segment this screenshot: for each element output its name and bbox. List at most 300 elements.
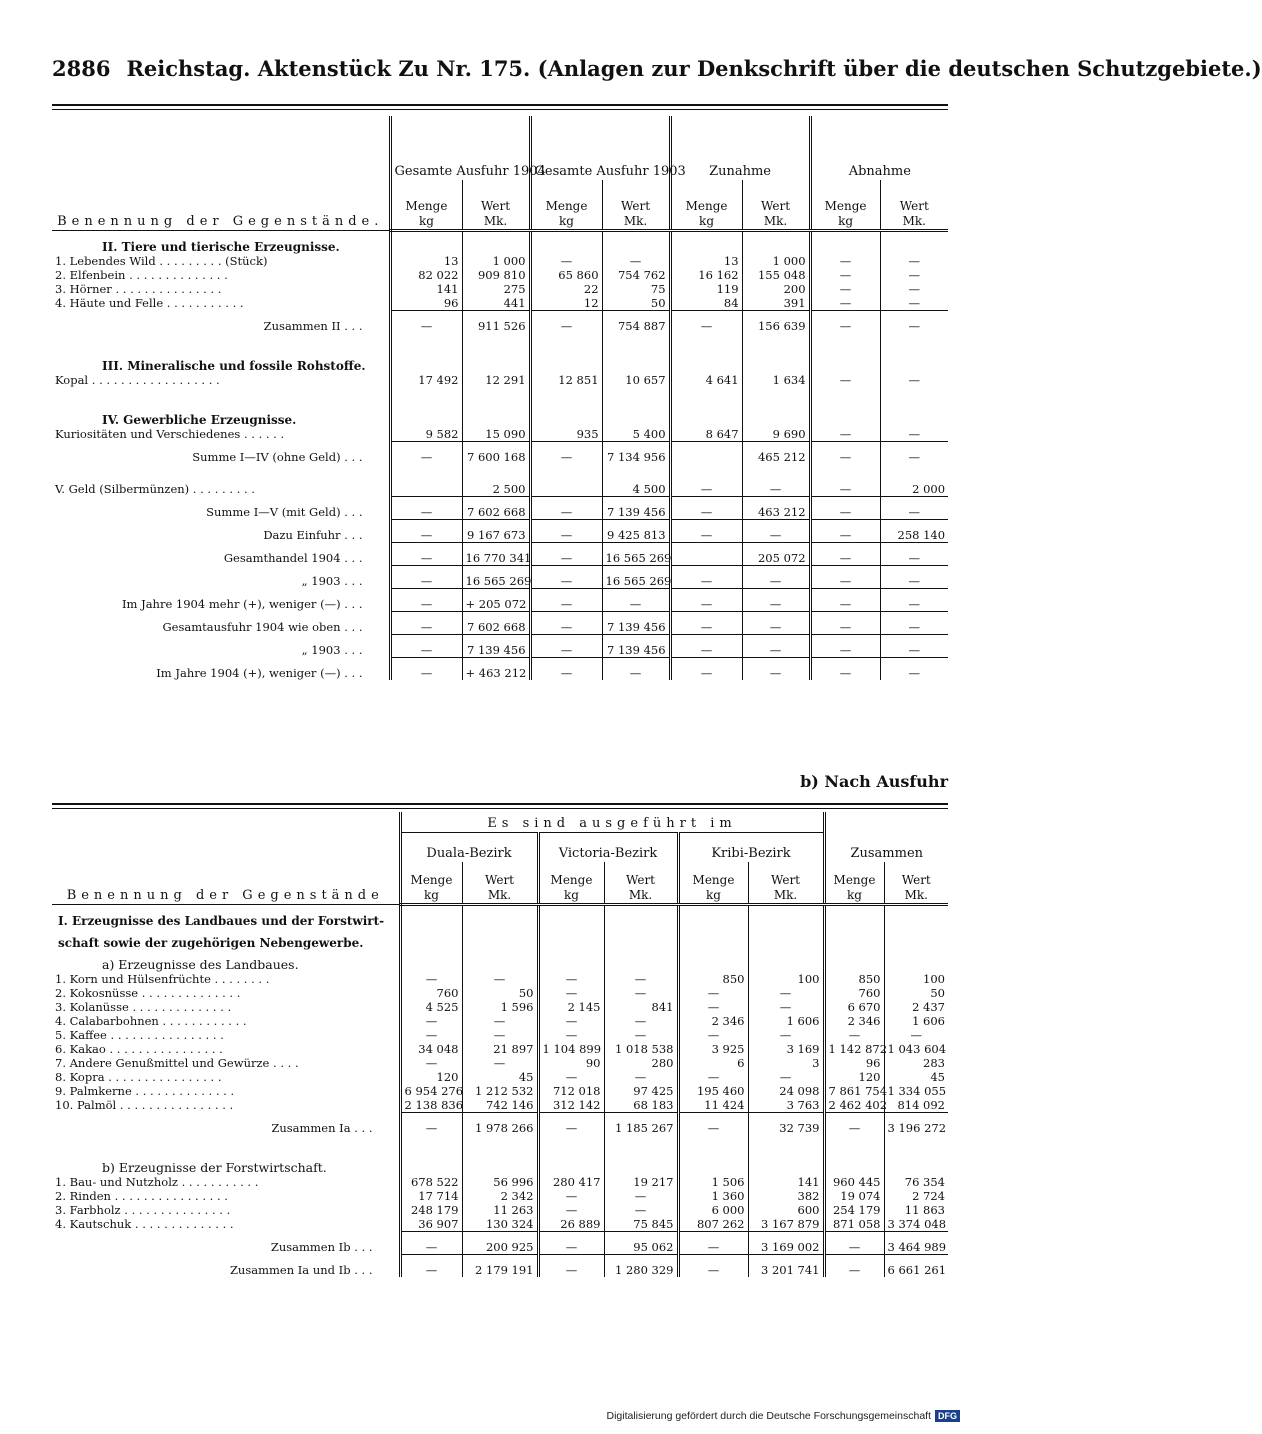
table1-cell: + 205 072 — [462, 588, 530, 611]
table2-cell: — — [462, 1056, 538, 1070]
table1-group-header: Gesamte Ausfuhr 1903 — [530, 116, 670, 180]
table2-cell: — — [400, 1231, 462, 1254]
table1-cell: — — [670, 310, 742, 333]
table2-cell: — — [678, 1000, 748, 1014]
table2-cell: 382 — [748, 1189, 824, 1203]
table1-cell: — — [880, 657, 948, 680]
table2-cell: 280 — [604, 1056, 678, 1070]
table1-cell: — — [742, 657, 810, 680]
table2-cell: 3 925 — [678, 1042, 748, 1056]
table1-cell: — — [880, 634, 948, 657]
table1-unit-header — [670, 180, 742, 230]
table1-cell: 8 647 — [670, 427, 742, 442]
table2-row — [52, 1217, 948, 1232]
total-label: Zusammen II . . . — [263, 318, 363, 333]
table1-cell: 12 291 — [462, 373, 530, 387]
table2-cell: 45 — [884, 1070, 948, 1084]
table2-cell: 24 098 — [748, 1084, 824, 1098]
table1-cell: — — [390, 542, 462, 565]
table1-cell: — — [810, 310, 880, 333]
table1-cell: — — [530, 634, 602, 657]
table1-cell: 22 — [530, 282, 602, 296]
table2-cell: 90 — [538, 1056, 604, 1070]
table2-cell: 6 670 — [824, 1000, 884, 1014]
table2-cell: — — [604, 986, 678, 1000]
table2-cell: 1 018 538 — [604, 1042, 678, 1056]
table2-group-header: Victoria-Bezirk — [538, 832, 678, 862]
table1-cell: 16 565 269 — [602, 565, 670, 588]
item-label: 5. Kaffee . . . . . . . . . . . . . . . . — [55, 1027, 224, 1042]
table2-cell: 1 043 604 — [884, 1042, 948, 1056]
table1-cell: — — [810, 254, 880, 268]
table2-cell: — — [538, 986, 604, 1000]
table2-cell: 1 606 — [884, 1014, 948, 1028]
table2-cell: — — [538, 1254, 604, 1277]
table1-cell: 119 — [670, 282, 742, 296]
unit-header-label: Menge — [405, 198, 448, 213]
table1-row — [52, 519, 948, 542]
table2-cell: 120 — [824, 1070, 884, 1084]
table1-cell: — — [810, 496, 880, 519]
unit-header-unit: Mk. — [902, 213, 926, 228]
table2-cell: — — [538, 1014, 604, 1028]
table1-cell: — — [390, 496, 462, 519]
table1-unit-header — [462, 180, 530, 230]
item-label: Kopal . . . . . . . . . . . . . . . . . . — [55, 372, 220, 387]
table2-row — [52, 1056, 948, 1070]
table2-cell: — — [678, 986, 748, 1000]
table1-cell: 155 048 — [742, 268, 810, 282]
table2-cell: 1 104 899 — [538, 1042, 604, 1056]
table2-cell: 871 058 — [824, 1217, 884, 1232]
table2-cell: 850 — [824, 972, 884, 986]
table1-cell: — — [390, 519, 462, 542]
table2-cell: — — [748, 1000, 824, 1014]
table1-row — [52, 310, 948, 333]
table2-cell: — — [604, 1189, 678, 1203]
table2-unit-header — [400, 862, 462, 904]
table2-cell: 7 861 754 — [824, 1084, 884, 1098]
section-heading: II. Tiere und tierische Erzeugnisse. — [102, 239, 340, 254]
table1-cell: — — [880, 441, 948, 464]
table2-cell: 1 334 055 — [884, 1084, 948, 1098]
table1-cell: — — [530, 441, 602, 464]
unit-header-label: Wert — [484, 872, 514, 887]
table2-cell: — — [824, 1231, 884, 1254]
table2-cell: 280 417 — [538, 1175, 604, 1189]
table1-cell: 13 — [390, 254, 462, 268]
table2-cell: 21 897 — [462, 1042, 538, 1056]
table1-cell: 7 600 168 — [462, 441, 530, 464]
table2-row — [52, 1028, 948, 1042]
table2-cell: — — [824, 1028, 884, 1042]
table2-group-header: Zusammen — [824, 812, 948, 862]
table2-cell: 26 889 — [538, 1217, 604, 1232]
table2-row — [52, 1084, 948, 1098]
table2-cell: 2 145 — [538, 1000, 604, 1014]
section-heading: schaft sowie der zugehörigen Nebengewerbe. — [58, 935, 364, 950]
table2-cell: 95 062 — [604, 1231, 678, 1254]
table1-cell: — — [810, 519, 880, 542]
table1-cell: 12 — [530, 296, 602, 311]
dfg-logo-icon: DFG — [935, 1410, 960, 1422]
table2-row — [52, 928, 948, 950]
table2-cell: 712 018 — [538, 1084, 604, 1098]
header-rule-top — [52, 104, 948, 106]
unit-header-label: Menge — [685, 198, 728, 213]
table2-cell: — — [604, 1070, 678, 1084]
table2-cell: — — [884, 1028, 948, 1042]
table2-cell: — — [538, 1203, 604, 1217]
table2-row — [52, 1175, 948, 1189]
table2-cell: 1 360 — [678, 1189, 748, 1203]
unit-header-label: Menge — [824, 198, 867, 213]
table2-row — [52, 1000, 948, 1014]
table2-cell: 141 — [748, 1175, 824, 1189]
table2-cell: 2 437 — [884, 1000, 948, 1014]
table2-cell: 56 996 — [462, 1175, 538, 1189]
table1-cell: — — [602, 588, 670, 611]
table2-cell: 248 179 — [400, 1203, 462, 1217]
table1-cell: — — [530, 611, 602, 634]
table1-cell: — — [810, 611, 880, 634]
table1-cell: 391 — [742, 296, 810, 311]
table1-cell: — — [742, 482, 810, 497]
table1-cell: — — [810, 427, 880, 442]
table2-cell: 678 522 — [400, 1175, 462, 1189]
table1-cell: — — [530, 310, 602, 333]
table1-cell: 4 500 — [602, 482, 670, 497]
table1-unit-header — [742, 180, 810, 230]
table2-row — [52, 986, 948, 1000]
table2-cell: — — [604, 1203, 678, 1217]
table1-group-header: Zunahme — [670, 116, 810, 180]
table1-cell: — — [670, 519, 742, 542]
table2-cell: 2 138 836 — [400, 1098, 462, 1113]
table1-cell: — — [880, 296, 948, 311]
item-label: 3. Kolanüsse . . . . . . . . . . . . . . — [55, 999, 232, 1014]
table2-unit-header — [748, 862, 824, 904]
item-label: 2. Elfenbein . . . . . . . . . . . . . . — [55, 267, 228, 282]
item-label: 2. Rinden . . . . . . . . . . . . . . . . — [55, 1188, 228, 1203]
table2-cell: 17 714 — [400, 1189, 462, 1203]
table2-cell: 850 — [678, 972, 748, 986]
table2-cell: 760 — [824, 986, 884, 1000]
table1-cell: — — [670, 482, 742, 497]
table1-cell: 156 639 — [742, 310, 810, 333]
table1-cell: — — [880, 542, 948, 565]
table2-cell: 19 217 — [604, 1175, 678, 1189]
total-label: Im Jahre 1904 mehr (+), weniger (—) . . . — [121, 597, 363, 611]
table1-cell: — — [390, 310, 462, 333]
table1-row — [52, 482, 948, 497]
table1-cell: 50 — [602, 296, 670, 311]
unit-header-unit: kg — [699, 213, 714, 228]
table2-cell: 2 462 402 — [824, 1098, 884, 1113]
table1-cell: 754 887 — [602, 310, 670, 333]
subsection-heading: a) Erzeugnisse des Landbaues. — [102, 956, 299, 972]
unit-header-label: Menge — [692, 872, 735, 887]
table2-row — [52, 1098, 948, 1113]
table2-cell: 45 — [462, 1070, 538, 1084]
unit-header-label: Wert — [625, 872, 655, 887]
total-label: Zusammen Ia . . . — [271, 1120, 373, 1135]
unit-header-unit: kg — [559, 213, 574, 228]
table1-cell: — — [880, 496, 948, 519]
table1-row — [52, 254, 948, 268]
table2-cell: 76 354 — [884, 1175, 948, 1189]
table2-unit-header — [538, 862, 604, 904]
table2-cell: 2 724 — [884, 1189, 948, 1203]
table2-cell: — — [400, 972, 462, 986]
unit-header-unit: kg — [564, 887, 579, 902]
table2-cell: 6 000 — [678, 1203, 748, 1217]
table1-cell: 7 139 456 — [602, 496, 670, 519]
table1-cell: 141 — [390, 282, 462, 296]
table2-cell: 3 196 272 — [884, 1112, 948, 1135]
table2-cell: 600 — [748, 1203, 824, 1217]
table2-cell: 1 280 329 — [604, 1254, 678, 1277]
unit-header-label: Menge — [550, 872, 593, 887]
table1-cell: — — [390, 565, 462, 588]
table1-cell: — — [670, 657, 742, 680]
table1-cell: 9 582 — [390, 427, 462, 442]
table2-row — [52, 1231, 948, 1254]
table1-cell: 75 — [602, 282, 670, 296]
item-label: 4. Calabarbohnen . . . . . . . . . . . . — [55, 1013, 247, 1028]
table2-cell: 3 763 — [748, 1098, 824, 1113]
table1-cell: — — [880, 282, 948, 296]
table2-cell: — — [538, 1112, 604, 1135]
table1-cell: 16 162 — [670, 268, 742, 282]
table2-cell: — — [604, 1014, 678, 1028]
table1-cell — [530, 482, 602, 497]
table1-unit-header — [530, 180, 602, 230]
table1-cell: 4 641 — [670, 373, 742, 387]
table1-unit-header — [390, 180, 462, 230]
table1-cell: — — [742, 519, 810, 542]
table2-cell: 1 506 — [678, 1175, 748, 1189]
total-label: Summe I—V (mit Geld) . . . — [206, 505, 363, 519]
item-label: Kuriositäten und Verschiedenes . . . . . . — [55, 427, 285, 441]
table2-cell: — — [678, 1231, 748, 1254]
table2-row — [52, 1189, 948, 1203]
page-header-title: Reichstag. Aktenstück Zu Nr. 175. (Anlagen zur Denkschrift über die deutschen Schutzgebiete.) — [126, 56, 1262, 81]
table1-row — [52, 230, 948, 254]
section-heading: III. Mineralische und fossile Rohstoffe. — [102, 358, 366, 373]
table2-row — [52, 1203, 948, 1217]
export-by-district-table — [52, 812, 948, 1277]
table1-cell: — — [530, 565, 602, 588]
table2-spacer-row — [52, 1135, 948, 1153]
unit-header-unit: Mk. — [483, 213, 508, 228]
table1-cell: 9 167 673 — [462, 519, 530, 542]
table2-cell: 100 — [884, 972, 948, 986]
table1-cell: — — [810, 542, 880, 565]
table2-cell: 1 142 872 — [824, 1042, 884, 1056]
footer-credit — [560, 1410, 960, 1422]
table1-cell: — — [810, 482, 880, 497]
table2-cell: — — [538, 1028, 604, 1042]
table2-cell: 2 346 — [678, 1014, 748, 1028]
item-label: 7. Andere Genußmittel und Gewürze . . . . — [55, 1055, 299, 1070]
table2-cell: 195 460 — [678, 1084, 748, 1098]
table2-cell: 50 — [884, 986, 948, 1000]
table1-cell: 9 690 — [742, 427, 810, 442]
table1-cell: — — [530, 254, 602, 268]
table1-unit-header — [810, 180, 880, 230]
table2-cell: 1 185 267 — [604, 1112, 678, 1135]
table1-cell: — — [530, 496, 602, 519]
table1-cell: 7 139 456 — [462, 634, 530, 657]
table2-cell: 2 346 — [824, 1014, 884, 1028]
table2-cell: 75 845 — [604, 1217, 678, 1232]
table2-cell: 760 — [400, 986, 462, 1000]
table1-cell: — — [670, 588, 742, 611]
table2-cell: 100 — [748, 972, 824, 986]
table1-cell: 7 134 956 — [602, 441, 670, 464]
table2-cell: — — [748, 986, 824, 1000]
table2-cell: — — [678, 1112, 748, 1135]
table1-cell: 441 — [462, 296, 530, 311]
table2-super-header: Es sind ausgeführt im — [400, 812, 824, 832]
table1-row — [52, 496, 948, 519]
table2-cell: — — [748, 1070, 824, 1084]
item-label: 8. Kopra . . . . . . . . . . . . . . . . — [55, 1069, 222, 1084]
table2-cell: — — [538, 1189, 604, 1203]
table1-row — [52, 565, 948, 588]
table1-cell: — — [810, 282, 880, 296]
table2-rule-top — [52, 803, 948, 805]
table2-cell: — — [462, 1014, 538, 1028]
table1-cell: 9 425 813 — [602, 519, 670, 542]
table2-row — [52, 904, 948, 928]
table1-cell: 5 400 — [602, 427, 670, 442]
table2-cell: — — [538, 1070, 604, 1084]
table1-cell: 1 000 — [742, 254, 810, 268]
table2-cell: — — [462, 972, 538, 986]
table1-cell: — — [742, 611, 810, 634]
table1-cell: 96 — [390, 296, 462, 311]
footer-text: Digitalisierung gefördert durch die Deutsche Forschungsgemeinschaft — [606, 1410, 931, 1422]
table1-row — [52, 268, 948, 282]
subsection-heading: b) Erzeugnisse der Forstwirtschaft. — [102, 1159, 327, 1175]
section-caption: b) Nach Ausfuhr — [800, 772, 948, 791]
total-label: Summe I—IV (ohne Geld) . . . — [192, 449, 363, 464]
table2-cell: 3 464 989 — [884, 1231, 948, 1254]
table1-cell: 16 565 269 — [462, 565, 530, 588]
table1-label-header: Benennung der Gegenstände. — [52, 116, 390, 230]
table1-cell: — — [880, 588, 948, 611]
table2-cell: 200 925 — [462, 1231, 538, 1254]
table1-cell — [670, 441, 742, 464]
table2-cell: 3 169 — [748, 1042, 824, 1056]
table1-cell: — — [530, 519, 602, 542]
table2-row — [52, 1014, 948, 1028]
item-label: 1. Bau- und Nutzholz . . . . . . . . . . . — [55, 1174, 259, 1189]
total-label: Gesamtausfuhr 1904 wie oben . . . — [162, 620, 363, 634]
section-heading: I. Erzeugnisse des Landbaues und der Forstwirt- — [58, 913, 385, 928]
table2-unit-header — [824, 862, 884, 904]
table1-cell: 2 000 — [880, 482, 948, 497]
unit-header-label: Menge — [545, 198, 588, 213]
table1-cell: 82 022 — [390, 268, 462, 282]
total-label: Im Jahre 1904 (+), weniger (—) . . . — [156, 665, 363, 680]
export-comparison-table — [52, 116, 948, 680]
item-label: V. Geld (Silbermünzen) . . . . . . . . . — [55, 482, 255, 496]
table1-group-header: Gesamte Ausfuhr 1904 — [390, 116, 530, 180]
section-heading: IV. Gewerbliche Erzeugnisse. — [102, 412, 297, 427]
table1-cell: — — [810, 657, 880, 680]
unit-header-label: Wert — [901, 872, 931, 887]
unit-header-label: Wert — [481, 198, 511, 213]
table1-row — [52, 405, 948, 427]
table2-unit-header — [462, 862, 538, 904]
table2-label-header: Benennung der Gegenstände — [52, 812, 400, 904]
table2-cell: — — [538, 972, 604, 986]
table1-cell: 258 140 — [880, 519, 948, 542]
item-label: 9. Palmkerne . . . . . . . . . . . . . . — [55, 1083, 235, 1098]
item-label: 4. Kautschuk . . . . . . . . . . . . . . — [55, 1217, 234, 1231]
table1-cell: 12 851 — [530, 373, 602, 387]
item-label: 10. Palmöl . . . . . . . . . . . . . . . . — [55, 1098, 234, 1112]
table1-cell: — — [390, 634, 462, 657]
table2-row — [52, 1070, 948, 1084]
table1-cell: — — [880, 268, 948, 282]
table2-cell: — — [462, 1028, 538, 1042]
table1-cell: 465 212 — [742, 441, 810, 464]
table2-cell: 36 907 — [400, 1217, 462, 1232]
table1-cell: — — [602, 657, 670, 680]
table1-cell: — — [742, 634, 810, 657]
total-label: Dazu Einfuhr . . . — [263, 528, 363, 542]
table2-cell: 312 142 — [538, 1098, 604, 1113]
table2-cell: — — [400, 1112, 462, 1135]
table1-cell: 16 770 341 — [462, 542, 530, 565]
total-label: Zusammen Ia und Ib . . . — [229, 1262, 373, 1277]
table2-cell: 3 374 048 — [884, 1217, 948, 1232]
table2-cell: — — [824, 1112, 884, 1135]
table2-cell: 34 048 — [400, 1042, 462, 1056]
unit-header-unit: Mk. — [763, 213, 788, 228]
table2-cell: 11 424 — [678, 1098, 748, 1113]
table2-cell: 3 169 002 — [748, 1231, 824, 1254]
table2-cell: — — [748, 1028, 824, 1042]
unit-header-label: Wert — [761, 198, 791, 213]
table1-cell: 84 — [670, 296, 742, 311]
table1-cell: 200 — [742, 282, 810, 296]
table2-cell: 19 074 — [824, 1189, 884, 1203]
table1-cell: 17 492 — [390, 373, 462, 387]
table1-cell: 15 090 — [462, 427, 530, 442]
table1-cell: 754 762 — [602, 268, 670, 282]
table1-row — [52, 296, 948, 311]
unit-header-unit: Mk. — [623, 213, 648, 228]
table1-unit-header — [602, 180, 670, 230]
table2-row — [52, 972, 948, 986]
table2-cell: — — [824, 1254, 884, 1277]
table1-row — [52, 611, 948, 634]
table2-cell: 1 212 532 — [462, 1084, 538, 1098]
table2-row — [52, 1153, 948, 1175]
item-label: 1. Lebendes Wild . . . . . . . . . (Stück) — [55, 253, 268, 268]
unit-header-unit: kg — [419, 213, 434, 228]
table1-spacer-row — [52, 387, 948, 405]
table2-unit-header — [678, 862, 748, 904]
table1-cell: — — [810, 268, 880, 282]
table1-cell: — — [390, 588, 462, 611]
table1-cell: — — [530, 657, 602, 680]
